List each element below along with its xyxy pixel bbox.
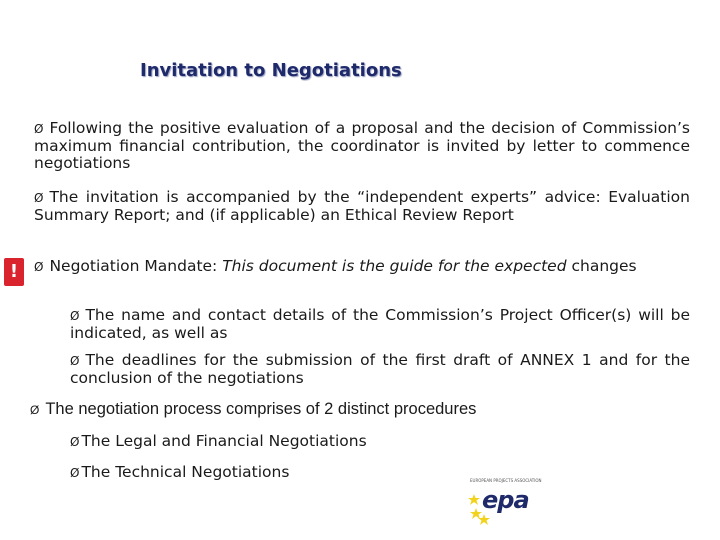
arrow-bullet-icon: Ø <box>70 309 80 323</box>
arrow-bullet-icon: Ø <box>34 122 44 136</box>
bullet-text: The negotiation process comprises of 2 distinct procedures <box>45 400 477 418</box>
arrow-bullet-icon: Ø <box>30 403 40 417</box>
arrow-bullet-icon: Ø <box>34 191 44 205</box>
logo-caption: EUROPEAN PROJECTS ASSOCIATION <box>470 478 542 483</box>
bullet-text: Negotiation Mandate: <box>49 257 223 275</box>
arrow-bullet-icon: Ø <box>34 260 44 274</box>
bullet-text: The name and contact details of the Commission’s Project Officer(s) will be indicated, as well as <box>70 306 690 342</box>
bullet-expert-advice <box>34 189 690 224</box>
bullet-invitation-letter <box>34 120 690 172</box>
arrow-bullet-icon: Ø <box>70 435 80 449</box>
bullet-text: Following the positive evaluation of a proposal and the decision of Commission’s maximum financial contribution, the coordinator is invited by letter to commence negotiations <box>34 119 690 172</box>
bullet-text: The Legal and Financial Negotiations <box>81 432 367 450</box>
bullet-text-italic: This document is the guide for the expected <box>222 257 567 275</box>
epa-logo <box>468 478 542 528</box>
bullet-text: The deadlines for the submission of the first draft of ANNEX 1 and for the conclusion of the negotiations <box>70 351 690 387</box>
sub-bullet-deadlines <box>70 352 690 387</box>
bullet-negotiation-mandate <box>34 258 690 276</box>
bullet-negotiation-process <box>30 401 690 419</box>
arrow-bullet-icon: Ø <box>70 466 80 480</box>
procedure-legal-financial <box>70 433 570 451</box>
sub-bullet-project-officer <box>70 307 690 342</box>
arrow-bullet-icon: Ø <box>70 354 80 368</box>
alert-exclamation-icon: ! <box>4 258 24 286</box>
bullet-text: The Technical Negotiations <box>81 463 290 481</box>
slide-title: Invitation to Negotiations <box>140 60 402 81</box>
logo-text: epa <box>482 486 529 514</box>
bullet-text-after: changes <box>566 257 637 275</box>
bullet-text: The invitation is accompanied by the “independent experts” advice: Evaluation Summary Report; and (if applicable) an Ethical Review Report <box>34 188 690 224</box>
